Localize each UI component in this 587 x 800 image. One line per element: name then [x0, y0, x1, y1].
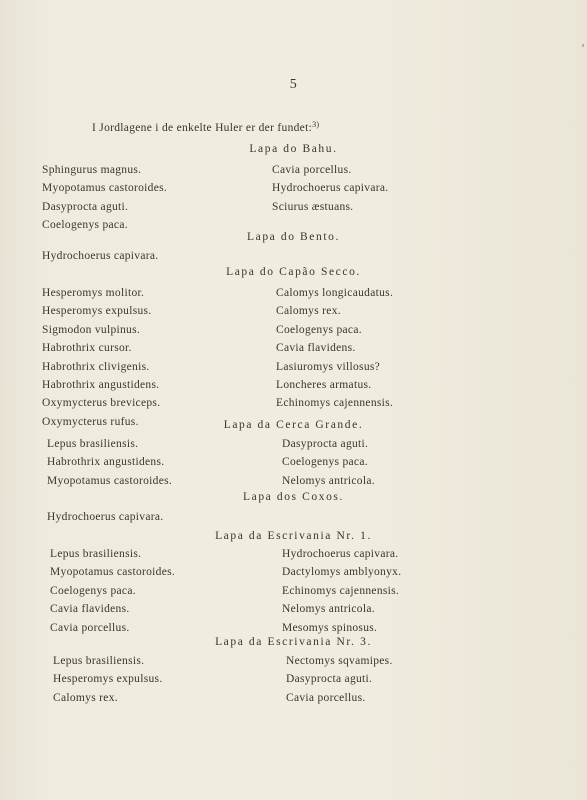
species-name: Lepus brasiliensis. [47, 438, 139, 450]
cave-heading: Lapa do Capão Secco. [226, 266, 361, 278]
species-column-right [286, 652, 393, 707]
species-column-left [53, 652, 163, 707]
cave-heading: Lapa da Escrivania Nr. 1. [215, 530, 372, 542]
species-name: Cavia porcellus. [272, 164, 352, 176]
species-name: Sphingurus magnus. [42, 164, 142, 176]
species-name: Oxymycterus breviceps. [42, 397, 161, 410]
intro-line [92, 120, 319, 134]
species-name: Habrothrix angustidens. [42, 378, 160, 391]
species-name: Mesomys spinosus. [282, 621, 378, 634]
species-column-left [42, 247, 158, 265]
species-name: Habrothrix clivigenis. [42, 360, 150, 373]
species-column-right [276, 284, 393, 413]
species-name: Calomys rex. [53, 691, 118, 704]
species-name: Hesperomys molitor. [42, 287, 145, 299]
species-name: Echinomys cajennensis. [282, 584, 400, 597]
intro-text: I Jordlagene i de enkelte Huler er der fundet: [92, 122, 313, 134]
species-name: Dactylomys amblyonyx. [282, 566, 402, 579]
species-name: Hesperomys expulsus. [42, 305, 152, 318]
species-name: Dasyprocta aguti. [282, 438, 369, 450]
species-name: Sciurus æstuans. [272, 200, 354, 213]
footnote-marker: 3) [312, 120, 320, 129]
species-name: Coelogenys paca. [276, 323, 362, 336]
species-name: Coelogenys paca. [282, 456, 368, 469]
species-name: Cavia porcellus. [50, 621, 130, 634]
species-name: Hydrochoerus capivara. [42, 250, 159, 262]
cave-heading: Lapa da Cerca Grande. [223, 419, 364, 431]
species-name: Lepus brasiliensis. [53, 655, 145, 667]
species-name: Loncheres armatus. [276, 378, 372, 391]
species-column-left [42, 284, 160, 431]
species-column-right [282, 545, 401, 637]
species-name: Lepus brasiliensis. [50, 548, 142, 560]
cave-heading: Lapa da Escrivania Nr. 3. [215, 636, 372, 648]
species-name: Habrothrix cursor. [42, 342, 132, 355]
species-name: Hydrochoerus capivara. [272, 182, 389, 195]
species-name: Cavia porcellus. [286, 691, 366, 704]
species-column-right [272, 161, 388, 216]
species-name: Coelogenys paca. [42, 219, 128, 232]
species-column-left [47, 435, 172, 490]
species-name: Calomys rex. [276, 305, 341, 318]
page-mark [582, 44, 584, 47]
species-name: Cavia flavidens. [50, 603, 130, 616]
cave-heading: Lapa do Bahu. [249, 143, 338, 155]
species-name: Myopotamus castoroides. [47, 474, 173, 487]
species-column-right [282, 435, 375, 490]
species-column-left [42, 161, 167, 235]
species-name: Hydrochoerus capivara. [282, 548, 399, 560]
species-name: Coelogenys paca. [50, 584, 136, 597]
species-name: Echinomys cajennensis. [276, 397, 394, 410]
species-name: Nelomys antricola. [282, 603, 375, 616]
species-name: Hydrochoerus capivara. [47, 511, 164, 523]
species-name: Nelomys antricola. [282, 474, 375, 487]
species-name: Habrothrix angustidens. [47, 456, 165, 469]
species-name: Dasyprocta aguti. [286, 673, 373, 686]
species-name: Hesperomys expulsus. [53, 673, 163, 686]
species-column-left [50, 545, 175, 637]
species-name: Myopotamus castoroides. [50, 566, 176, 579]
species-name: Calomys longicaudatus. [276, 287, 394, 299]
species-name: Cavia flavidens. [276, 342, 356, 355]
species-name: Dasyprocta aguti. [42, 200, 129, 213]
species-name: Sigmodon vulpinus. [42, 323, 141, 336]
cave-heading: Lapa do Bento. [247, 231, 340, 243]
species-name: Myopotamus castoroides. [42, 182, 168, 195]
species-name: Nectomys sqvamipes. [286, 655, 393, 667]
species-name: Oxymycterus rufus. [42, 415, 139, 428]
species-column-left [47, 508, 163, 526]
cave-heading: Lapa dos Coxos. [243, 491, 344, 503]
species-name: Lasiuromys villosus? [276, 360, 381, 373]
page-number: 5 [289, 77, 298, 92]
